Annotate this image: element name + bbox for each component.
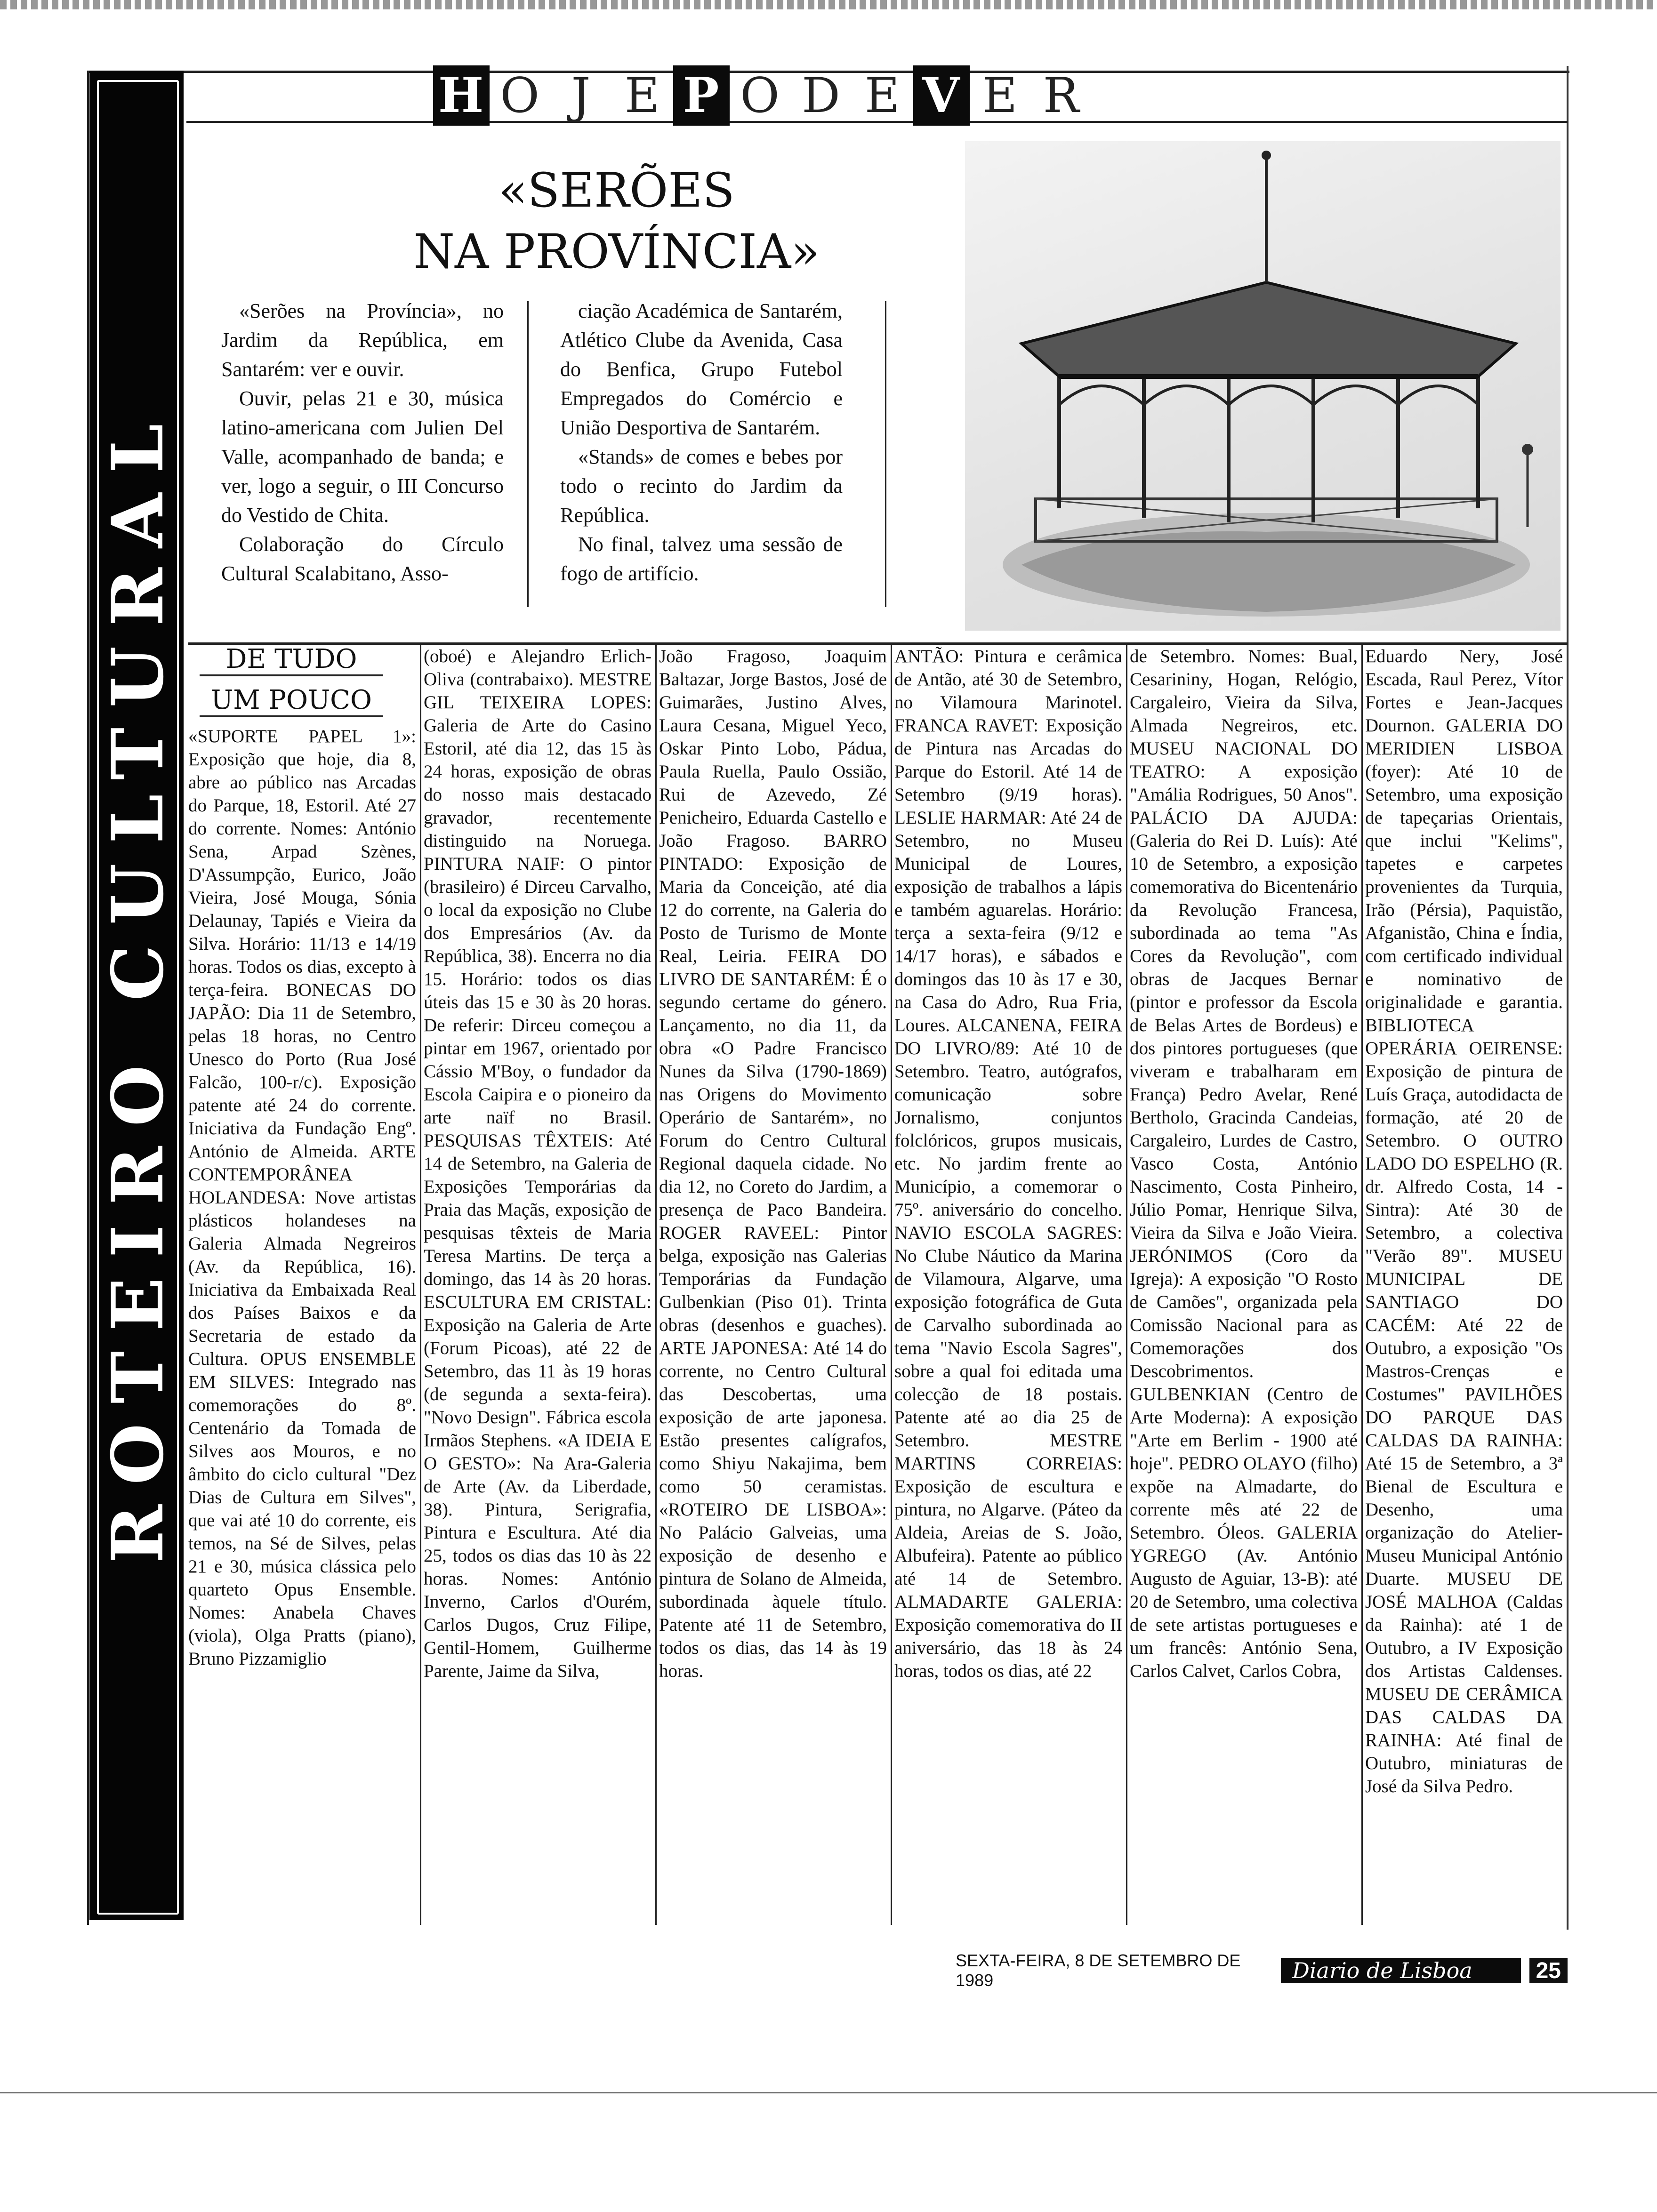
sidebar-title: ROTEIRO CULTURAL [97,404,179,1563]
paragraph: No final, talvez uma sessão de fogo de artifício. [560,533,843,585]
listing-column-5 [1130,645,1358,1683]
listing-text: João Fragoso, Joaquim Baltazar, Jorge Bastos, José de Guimarães, Justino Alves, Laura Cesana, Miguel Yeco, Oskar Pinto Lobo, Pádua, Paula Ruella, Paulo Ossião, Rui de Azevedo, Zé Penicheiro, Eduarda Castello e João Fragoso. BARRO PINTADO: Exposição de Maria da Conceição, até dia 12 do corrente, na Galeria do Posto de Turismo de Monte Real, Leiria. FEIRA DO LIVRO DE SANTARÉM: É o segundo certame do género. Lançamento, no dia 11, da obra «O Padre Francisco Nunes da Silva (1790-1869) nas Origens do Movimento Operário de Santarém», no Forum do Centro Cultural Regional daquela cidade. No dia 12, no Coreto do Jardim, a presença de Paco Bandeira. ROGER RAVEEL: Pintor belga, exposição nas Galerias Temporárias da Fundação Gulbenkian (Piso 01). Trinta obras (desenhos e guaches). ARTE JAPONESA: Até 14 do corrente, no Centro Cultural das Descobertas, uma exposição de arte japonesa. Estão presentes calígrafos, como Shiyu Nakajima, bem como 50 ceramistas. «ROTEIRO DE LISBOA»: No Palácio Galveias, uma exposição de desenho e pintura de Solano de Almeida, subordinada àquele título. Patente até 11 de Setembro, todos os dias, das 14 às 19 horas. [659,646,887,1681]
listing-text: de Setembro. Nomes: Bual, Cesarininy, Hogan, Relógio, Cargaleiro, Vieira da Silva, Almada Negreiros, etc. MUSEU NACIONAL DO TEATRO: A exposição "Amália Rodrigues, 50 Anos". PALÁCIO DA AJUDA: (Galeria do Rei D. Luís): Até 10 de Setembro, a exposição comemorativa do Bicentenário da Revolução Francesa, subordinada ao tema "As Cores da Revolução", com obras de Jacques Bernar (pintor e professor da Escola de Belas Artes de Bordeus) e dos pintores portugueses (que viveram e trabalharam em França) Pedro Avelar, René Bertholo, Gracinda Candeias, Cargaleiro, Lurdes de Castro, Vasco Costa, António Nascimento, Costa Pinheiro, Júlio Pomar, Henrique Silva, Vieira da Silva e João Vieira. JERÓNIMOS (Coro da Igreja): A exposição "O Rosto de Camões", organizada pela Comissão Nacional para as Comemorações dos Descobrimentos. GULBENKIAN (Centro de Arte Moderna): A exposição "Arte em Berlim - 1900 até hoje". PEDRO OLAYO (filho) expõe na Almadarte, do corrente mês até 22 de Setembro. Óleos. GALERIA YGREGO (Av. António Augusto de Aguiar, 13-B): até 20 de Setembro, uma colectiva de sete artistas portugueses e um francês: António Sena, Carlos Calvet, Carlos Cobra, [1130,646,1358,1681]
masthead: Diario de Lisboa [1281,1958,1521,1983]
paragraph: ciação Académica de Santarém, Atlético Clube da Avenida, Casa do Benfica, Grupo Futebol Empregados do Comércio e União Desportiva de Santarém. [560,299,843,439]
banner-letter: E [624,67,661,124]
section-title-line: DE TUDO [200,644,383,676]
listing-column-2 [424,645,652,1683]
listing-column-4 [894,645,1122,1683]
column-divider [655,645,657,1925]
listing-text: (oboé) e Alejandro Erlich-Oliva (contrabaixo). MESTRE GIL TEIXEIRA LOPES: Galeria de Arte do Casino Estoril, até dia 12, das 15 às 24 horas, exposição de obras do nosso mais destacado gravador, recentemente distinguido na Noruega. PINTURA NAIF: O pintor (brasileiro) é Dirceu Carvalho, o local da exposição no Clube dos Empresários (Av. da República, 38). Encerra no dia 15. Horário: todos os dias úteis das 15 e 30 às 20 horas. De referir: Dirceu começou a pintar em 1967, orientado por Cássio M'Boy, o fundador da Escola Caipira e o pioneiro da arte naïf no Brasil. PESQUISAS TÊXTEIS: Até 14 de Setembro, na Galeria de Exposições Temporárias da Praia das Maçãs, exposição de pesquisas têxteis de Maria Teresa Martins. De terça a domingo, das 14 às 20 horas. ESCULTURA EM CRISTAL: Exposição na Galeria de Arte (Forum Picoas), até 22 de Setembro, das 11 às 19 horas (de segunda a sexta-feira). "Novo Design". Fábrica escola Irmãos Stephens. «A IDEIA E O GESTO»: Na Ara-Galeria de Arte (Av. da Liberdade, 38). Pintura, Serigrafia, Pintura e Escultura. Até dia 25, todos os dias das 10 às 22 horas. Nomes: António Inverno, Carlos d'Ourém, Carlos Dugos, Cruz Filipe, Gentil-Homem, Guilherme Parente, Jaime da Silva, [424,646,652,1681]
listing-text: Eduardo Nery, José Escada, Raul Perez, Vítor Fortes e Jean-Jacques Dournon. GALERIA DO MERIDIEN LISBOA (foyer): Até 10 de Setembro, uma exposição de tapeçarias Orientais, que inclui "Kelims", tapetes e carpetes provenientes da Turquia, Irão (Pérsia), Paquistão, Afganistão, China e Índia, com certificado individual e nominativo de originalidade e garantia. BIBLIOTECA OPERÁRIA OEIRENSE: Exposição de pintura de Luís Graça, autodidacta de formação, até 20 de Setembro. O OUTRO LADO DO ESPELHO (R. dr. Alfredo Costa, 14 - Sintra): Até 30 de Setembro, a colectiva "Verão 89". MUSEU MUNICIPAL DE SANTIAGO DO CACÉM: Até 22 de Outubro, a exposição "Os Mastros-Crenças e Costumes" PAVILHÕES DO PARQUE DAS CALDAS DA RAINHA: Até 15 de Setembro, a 3ª Bienal de Escultura e Desenho, uma organização do Atelier-Museu Municipal António Duarte. MUSEU DE JOSÉ MALHOA (Caldas da Rainha): até 1 de Outubro, a IV Exposição dos Artistas Caldenses. MUSEU DE CERÂMICA DAS CALDAS DA RAINHA: Até final de Outubro, miniaturas de José da Silva Pedro. [1365,646,1563,1796]
scan-edge [0,0,1657,9]
column-divider [420,645,421,1925]
listing-text: ANTÃO: Pintura e cerâmica de Antão, até 30 de Setembro, no Vilamoura Marinotel. FRANCA RAVET: Exposição de Pintura nas Arcadas do Parque do Estoril. Até 14 de Setembro (9/19 horas). LESLIE HARMAR: Até 24 de Setembro, no Museu Municipal de Loures, exposição de trabalhos a lápis e também aguarelas. Horário: terça a sexta-feira (9/12 e 14/17 horas), e sábados e domingos das 10 às 17 e 30, na Casa do Adro, Rua Fria, Loures. ALCANENA, FEIRA DO LIVRO/89: Até 10 de Setembro. Teatro, autógrafos, comunicação sobre Jornalismo, conjuntos folclóricos, grupos musicais, etc. No jardim frente ao Município, a comemorar o 75º. aniversário do concelho. NAVIO ESCOLA SAGRES: No Clube Náutico da Marina de Vilamoura, Algarve, uma exposição fotográfica de Guta de Carvalho subordinada ao tema "Navio Escola Sagres", sobre a qual foi editada uma colecção de 18 postais. Patente até ao dia 25 de Setembro. MESTRE MARTINS CORREIAS: Exposição de escultura e pintura, no Algarve. (Páteo da Aldeia, Areias de S. João, Albufeira). Patente ao público até 14 de Setembro. ALMADARTE GALERIA: Exposição comemorativa do II aniversário, das 18 às 24 horas, todos os dias, até 22 [894,646,1122,1681]
banner-letter: D [802,67,841,124]
column-divider [1126,645,1127,1925]
section-title-line: UM POUCO [200,685,383,717]
column-divider [885,301,886,607]
banner-letter: P [673,65,730,126]
banner-letter: V [913,65,970,126]
page-number: 25 [1529,1958,1568,1983]
scan-bottom-line [0,2092,1657,2093]
banner-letter: O [500,67,540,124]
column-divider [891,645,892,1925]
banner-letter: O [740,67,780,124]
bandstand-illustration [965,141,1560,631]
listing-column-3 [659,645,887,1683]
feature-column-2 [560,297,843,588]
headline-line: NA PROVÍNCIA» [413,224,820,279]
listing-column-1 [188,725,416,1670]
banner-letter: E [864,67,901,124]
paragraph: Ouvir, pelas 21 e 30, música latino-americana com Julien Del Valle, acompanhado de banda; e ver, logo a seguir, o III Concurso do Vestido de Chita. [221,387,504,527]
bandstand-drawing [965,141,1560,631]
banner-hoje-pode-ver [433,65,1092,126]
column-divider [527,301,529,607]
banner-letter: H [433,65,490,126]
banner-letter: E [982,67,1019,124]
listing-column-6 [1365,645,1563,1798]
paragraph: «Stands» de comes e bebes por todo o recinto do Jardim da República. [560,445,843,527]
column-divider [1361,645,1363,1925]
feature-column-1 [221,297,504,588]
page-footer [956,1951,1568,1990]
listing-text: «SUPORTE PAPEL 1»: Exposição que hoje, dia 8, abre ao público nas Arcadas do Parque, 18, Estoril. Até 27 do corrente. Nomes: António Sena, Arpad Szènes, D'Assumpção, Eurico, João Vieira, José Mouga, Sónia Delaunay, Tapiés e Vieira da Silva. Horário: 11/13 e 14/19 horas. Todos os dias, excepto à terça-feira. BONECAS DO JAPÃO: Dia 11 de Setembro, pelas 18 horas, no Centro Unesco do Porto (Rua José Falcão, 100-r/c). Exposição patente até 24 do corrente. Iniciativa da Fundação Engº. António de Almeida. ARTE CONTEMPORÂNEA HOLANDESA: Nove artistas plásticos holandeses na Galeria Almada Negreiros (Av. da República, 16). Iniciativa da Embaixada Real dos Países Baixos e da Secretaria de estado da Cultura. OPUS ENSEMBLE EM SILVES: Integrado nas comemorações do 8º. Centenário da Tomada de Silves aos Mouros, e no âmbito do ciclo cultural "Dez Dias de Cultura em Silves", que vai até 10 do corrente, eis temos, na Sé de Silves, pelas 21 e 30, música clássica pelo quarteto Opus Ensemble. Nomes: Anabela Chaves (viola), Olga Pratts (piano), Bruno Pizzamiglio [188,726,416,1669]
paragraph: «Serões na Província», no Jardim da República, em Santarém: ver e ouvir. [221,299,504,381]
banner-letter: R [1043,67,1080,124]
banner-letter: J [571,67,592,124]
paragraph: Colaboração do Círculo Cultural Scalabitano, Asso- [221,533,504,585]
feature-headline [358,160,876,282]
headline-line: «SERÕES [499,163,735,218]
footer-date: SEXTA-FEIRA, 8 DE SETEMBRO DE 1989 [956,1951,1241,1990]
